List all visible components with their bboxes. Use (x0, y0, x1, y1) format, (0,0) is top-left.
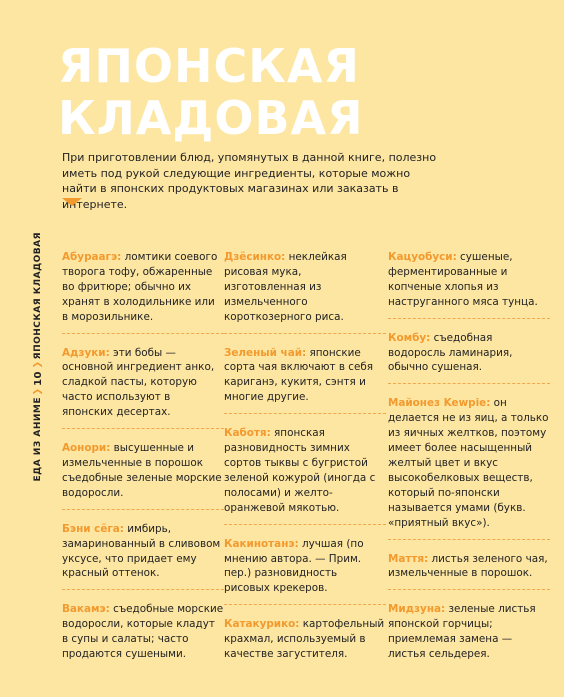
entry-desc: он делается не из яиц, а только из яичных желтков, поэтому имеет более насыщенный желтый цвет и вкус высокобелковых веществ, который по-японски называется умами (букв. «приятный вкус»). (388, 397, 549, 529)
entry-desc: картофельный крахмал, используемый в качестве загустителя. (224, 618, 385, 661)
entry-desc: сушеные, ферментированные и копченые хлопья из настругaнного мяса тунца. (388, 251, 538, 308)
entry-term: Комбу: (388, 331, 431, 344)
down-arrow-icon (62, 198, 82, 206)
entry-term: Майонез Kewpie: (388, 397, 491, 410)
glossary-entry (388, 250, 550, 319)
entry-term: Адзуки: (62, 346, 110, 359)
sidebar-separator: ❯ (33, 387, 43, 396)
entry-term: Мидзуна: (388, 603, 446, 616)
glossary-column-1 (62, 250, 224, 682)
entry-term: Катакурико: (224, 618, 300, 631)
glossary-entry (224, 250, 386, 334)
glossary-column-2 (224, 250, 386, 682)
glossary-entry (62, 522, 224, 591)
glossary-entry (62, 441, 224, 510)
page-title (58, 40, 438, 144)
entry-term: Каботя: (224, 427, 271, 440)
entry-desc: лучшая (по мнению автора. — Прим. пер.) разновидность рисовых крекеров. (224, 537, 364, 595)
entry-desc: листья зеленого чая, измельченные в порошок. (388, 552, 548, 580)
page-number: 10 (32, 370, 44, 386)
sidebar-separator: ❯ (33, 361, 43, 369)
entry-desc: высушенные и измельченные в порошок съедобные зеленые морские водоросли. (62, 442, 222, 499)
glossary-entry (388, 602, 550, 670)
entry-desc: съедобная водоросль ламинария, обычно сушеная. (388, 331, 513, 374)
entry-desc: японские сорта чая включают в себя кариганэ, кукитя, сэнтя и многие другие. (224, 346, 374, 404)
glossary-entry (388, 396, 550, 539)
glossary-entry (62, 602, 224, 670)
entry-term: Аонори: (62, 442, 111, 455)
title-line-1: ЯПОНСКАЯ (58, 39, 360, 93)
entry-desc: эти бобы — основной ингредиент анко, сладкой пасты, которую часто используют в японских десертах. (62, 346, 215, 419)
entry-term: Зеленый чай: (224, 346, 307, 359)
glossary-entry (62, 346, 224, 430)
entry-term: Дзёсинко: (224, 251, 286, 263)
entry-term: Абураагэ: (62, 251, 122, 263)
glossary-column-3 (388, 250, 550, 682)
glossary-entry (224, 426, 386, 524)
entry-desc: неклейкая рисовая мука, изготовленная из измельченного короткозерного риса. (224, 251, 347, 323)
sidebar-chapter: ЯПОНСКАЯ КЛАДОВАЯ (33, 232, 43, 360)
glossary-entry (62, 250, 224, 334)
entry-term: Маття: (388, 552, 429, 565)
entry-term: Кацуобуси: (388, 251, 457, 263)
entry-desc: японская разновидность зимних сортов тыквы с бугристой зеленой кожурой (иногда с полосами) и желто-оранжевой мякотью. (224, 427, 376, 514)
entry-desc: имбирь, замаринованный в сливовом уксусе, что придает ему красный оттенок. (62, 522, 221, 580)
glossary-entry (388, 331, 550, 385)
sidebar-section: ЕДА ИЗ АНИМЕ (33, 397, 43, 482)
entry-desc: зеленые листья японской горчицы; приемлемая замена — листья сельдерея. (388, 603, 536, 661)
entry-desc: ломтики соевого творога тофу, обжаренные во фритюре; обычно их хранят в холодильнике или в морозильнике. (62, 251, 218, 323)
title-line-2: КЛАДОВАЯ (58, 91, 364, 145)
glossary-entry (224, 346, 386, 415)
entry-desc: съедобные морские водоросли, которые кладут в супы и салаты; часто продаются сушеными. (62, 603, 224, 661)
glossary-entry (224, 617, 386, 670)
sidebar-running-head (30, 232, 46, 482)
entry-term: Какинотанэ: (224, 537, 299, 550)
entry-term: Бэни сёга: (62, 522, 124, 535)
glossary-entry (224, 537, 386, 606)
glossary-entry (388, 552, 550, 591)
intro-paragraph: При приготовлении блюд, упомянутых в данной книге, полезно иметь под рукой следующие ингредиенты, которые можно найти в японских продуктовых магазинах или заказать в интернете. (62, 151, 437, 211)
entry-term: Вакамэ: (62, 603, 110, 616)
